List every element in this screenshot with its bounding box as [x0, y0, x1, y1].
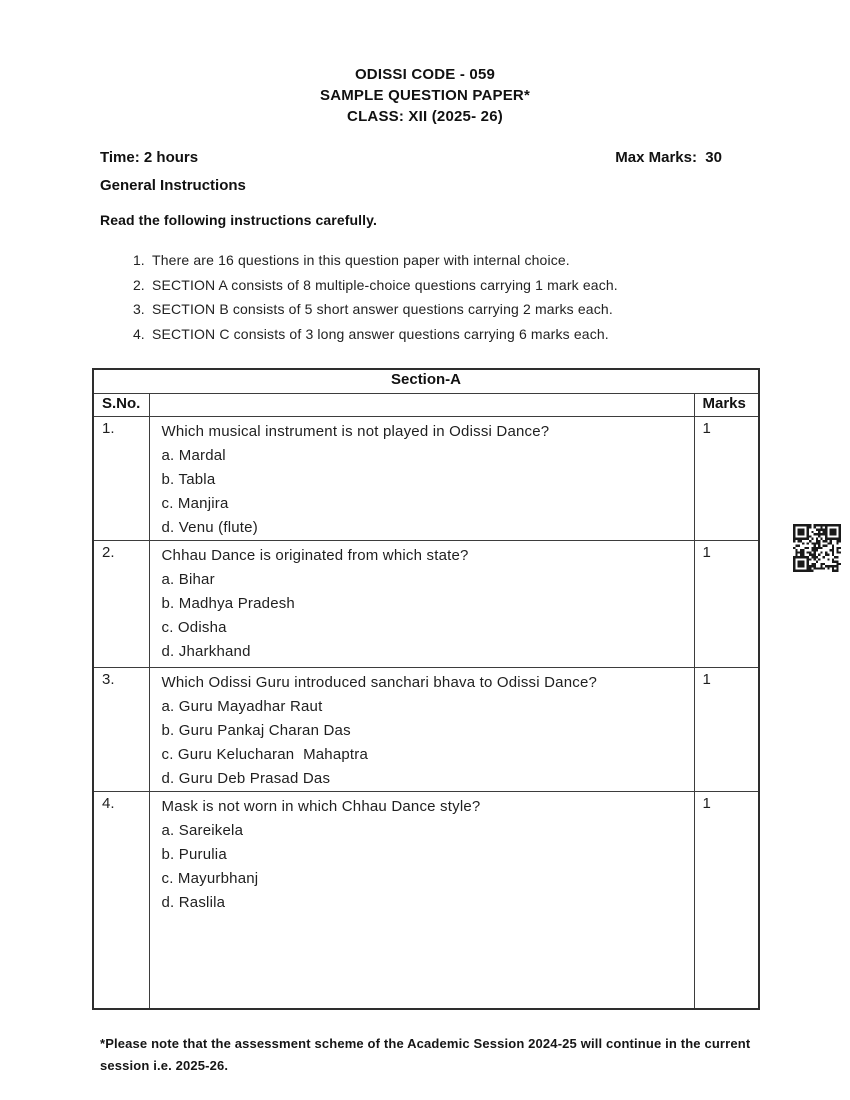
qr-code-icon: [793, 524, 841, 572]
question-number: 3.: [93, 668, 149, 792]
max-marks-label: Max Marks: 30: [615, 149, 722, 166]
paper-title-line-3: CLASS: XII (2025- 26): [347, 108, 503, 125]
option-d: d. Guru Deb Prasad Das: [161, 770, 331, 787]
section-header-row: [93, 369, 759, 394]
footnote-line-2: session i.e. 2025-26.: [100, 1058, 229, 1073]
option-d: d. Venu (flute): [161, 519, 258, 536]
instruction-number: 1.: [133, 252, 145, 268]
instruction-item: [133, 297, 618, 322]
instruction-text: SECTION A consists of 8 multiple-choice questions carrying 1 mark each.: [152, 276, 618, 293]
marks-value: 1: [694, 792, 759, 1009]
option-c: c. Manjira: [161, 495, 229, 512]
col-header-marks: Marks: [694, 394, 759, 417]
general-instructions-heading: General Instructions: [100, 177, 246, 194]
instruction-number: 4.: [133, 325, 145, 342]
option-a: a. Bihar: [161, 571, 215, 588]
read-instructions-heading: Read the following instructions carefully.: [100, 212, 377, 228]
option-b: b. Tabla: [161, 471, 216, 488]
question-text: Mask is not worn in which Chhau Dance style?: [161, 798, 481, 815]
instruction-text: SECTION C consists of 3 long answer questions carrying 6 marks each.: [152, 325, 609, 342]
option-a: a. Sareikela: [161, 822, 244, 839]
section-a-table: [92, 368, 760, 1010]
col-header-sno: S.No.: [93, 394, 149, 417]
question-text: Chhau Dance is originated from which state?: [161, 547, 469, 564]
option-a: a. Mardal: [161, 447, 226, 464]
marks-value: 1: [694, 541, 759, 668]
paper-title-line-1: ODISSI CODE - 059: [354, 66, 496, 83]
option-b: b. Guru Pankaj Charan Das: [161, 722, 351, 739]
question-number: 1.: [93, 417, 149, 541]
question-cell: [149, 792, 694, 1009]
footnote-line-1: *Please note that the assessment scheme of the Academic Session 2024-25 will continue in the current: [100, 1036, 751, 1051]
question-cell: [149, 541, 694, 668]
question-cell: [149, 417, 694, 541]
option-c: c. Odisha: [161, 619, 227, 636]
question-text: Which Odissi Guru introduced sanchari bhava to Odissi Dance?: [161, 674, 598, 691]
option-d: d. Raslila: [161, 894, 226, 911]
section-header: Section-A: [93, 369, 759, 394]
table-row-q3: [93, 668, 759, 792]
instruction-number: 3.: [133, 301, 145, 318]
instruction-text: SECTION B consists of 5 short answer questions carrying 2 marks each.: [152, 301, 613, 318]
instruction-number: 2.: [133, 276, 145, 293]
col-header-question: [149, 394, 694, 417]
question-number: 4.: [93, 792, 149, 1009]
footnote: [100, 1033, 780, 1077]
marks-value: 1: [694, 668, 759, 792]
option-c: c. Mayurbhanj: [161, 870, 259, 887]
instruction-item: [133, 248, 618, 273]
table-row-q2: [93, 541, 759, 668]
instruction-list: [133, 248, 618, 346]
option-a: a. Guru Mayadhar Raut: [161, 698, 323, 715]
instruction-item: [133, 273, 618, 298]
time-label: Time: 2 hours: [100, 149, 199, 166]
table-row-q4: [93, 792, 759, 1009]
marks-value: 1: [694, 417, 759, 541]
column-header-row: [93, 394, 759, 417]
option-b: b. Purulia: [161, 846, 227, 863]
paper-title-block: [0, 64, 850, 127]
question-number: 2.: [93, 541, 149, 668]
option-b: b. Madhya Pradesh: [161, 595, 295, 612]
question-cell: [149, 668, 694, 792]
paper-title-line-2: SAMPLE QUESTION PAPER*: [320, 87, 530, 104]
table-row-q1: [93, 417, 759, 541]
option-c: c. Guru Kelucharan Mahaptra: [161, 746, 369, 763]
instruction-text: There are 16 questions in this question paper with internal choice.: [152, 252, 570, 268]
meta-row: [100, 149, 722, 166]
question-text: Which musical instrument is not played in Odissi Dance?: [161, 423, 550, 440]
option-d: d. Jharkhand: [161, 643, 251, 660]
instruction-item: [133, 322, 618, 347]
